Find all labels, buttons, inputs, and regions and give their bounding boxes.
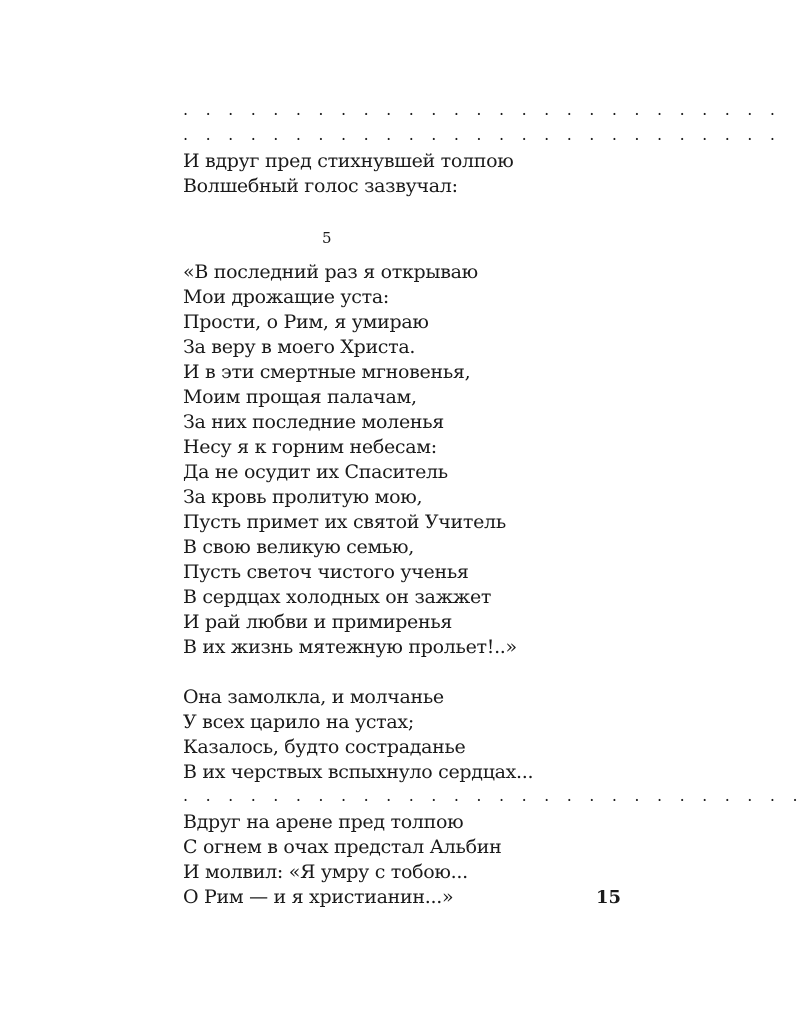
verse-line: О Рим — и я христианин...»: [183, 886, 454, 908]
verse-line: Пусть светоч чистого ученья: [183, 561, 469, 583]
verse-line: Несу я к горним небесам:: [183, 436, 437, 458]
verse-line: «В последний раз я открываю: [183, 261, 478, 283]
verse-line: За них последние моленья: [183, 411, 444, 433]
verse-line: С огнем в очах предстал Альбин: [183, 836, 502, 858]
verse-line: Она замолкла, и молчанье: [183, 686, 444, 708]
verse-line: Прости, о Рим, я умираю: [183, 311, 429, 333]
verse-line: В их жизнь мятежную прольет!..»: [183, 636, 517, 658]
verse-line: Волшебный голос зазвучал:: [183, 175, 458, 197]
verse-line: Моим прощая палачам,: [183, 386, 417, 408]
verse-line: За кровь пролитую мою,: [183, 486, 423, 508]
verse-line: И рай любви и примиренья: [183, 611, 453, 633]
ellipsis-line: . . . . . . . . . . . . . . . . . . . . . . . . . . .: [183, 100, 782, 119]
verse-line: В сердцах холодных он зажжет: [183, 586, 492, 608]
verse-line: Вдруг на арене пред толпою: [183, 811, 464, 833]
verse-line: За веру в моего Христа.: [183, 336, 416, 358]
ellipsis-line: . . . . . . . . . . . . . . . . . . . . . . . . . . .: [183, 125, 782, 144]
verse-line: В их черствых вспыхнуло сердцах...: [183, 761, 534, 783]
verse-line: Казалось, будто состраданье: [183, 736, 466, 758]
page-number: 15: [596, 887, 622, 908]
verse-line: Мои дрожащие уста:: [183, 286, 389, 308]
verse-line: И в эти смертные мгновенья,: [183, 361, 471, 383]
verse-line: У всех царило на устах;: [183, 711, 414, 733]
verse-line: Да не осудит их Спаситель: [183, 461, 448, 483]
stanza-2: [183, 260, 603, 660]
verse-line: Пусть примет их святой Учитель: [183, 511, 506, 533]
section-number: 5: [322, 229, 332, 247]
verse-line: В свою великую семью,: [183, 536, 414, 558]
verse-line: И вдруг пред стихнувшей толпою: [183, 150, 514, 172]
ellipsis-line: . . . . . . . . . . . . . . . . . . . . . . . . . . . .: [183, 786, 804, 805]
verse-line: И молвил: «Я умру с тобою...: [183, 861, 468, 883]
stanza-1: [183, 99, 782, 199]
